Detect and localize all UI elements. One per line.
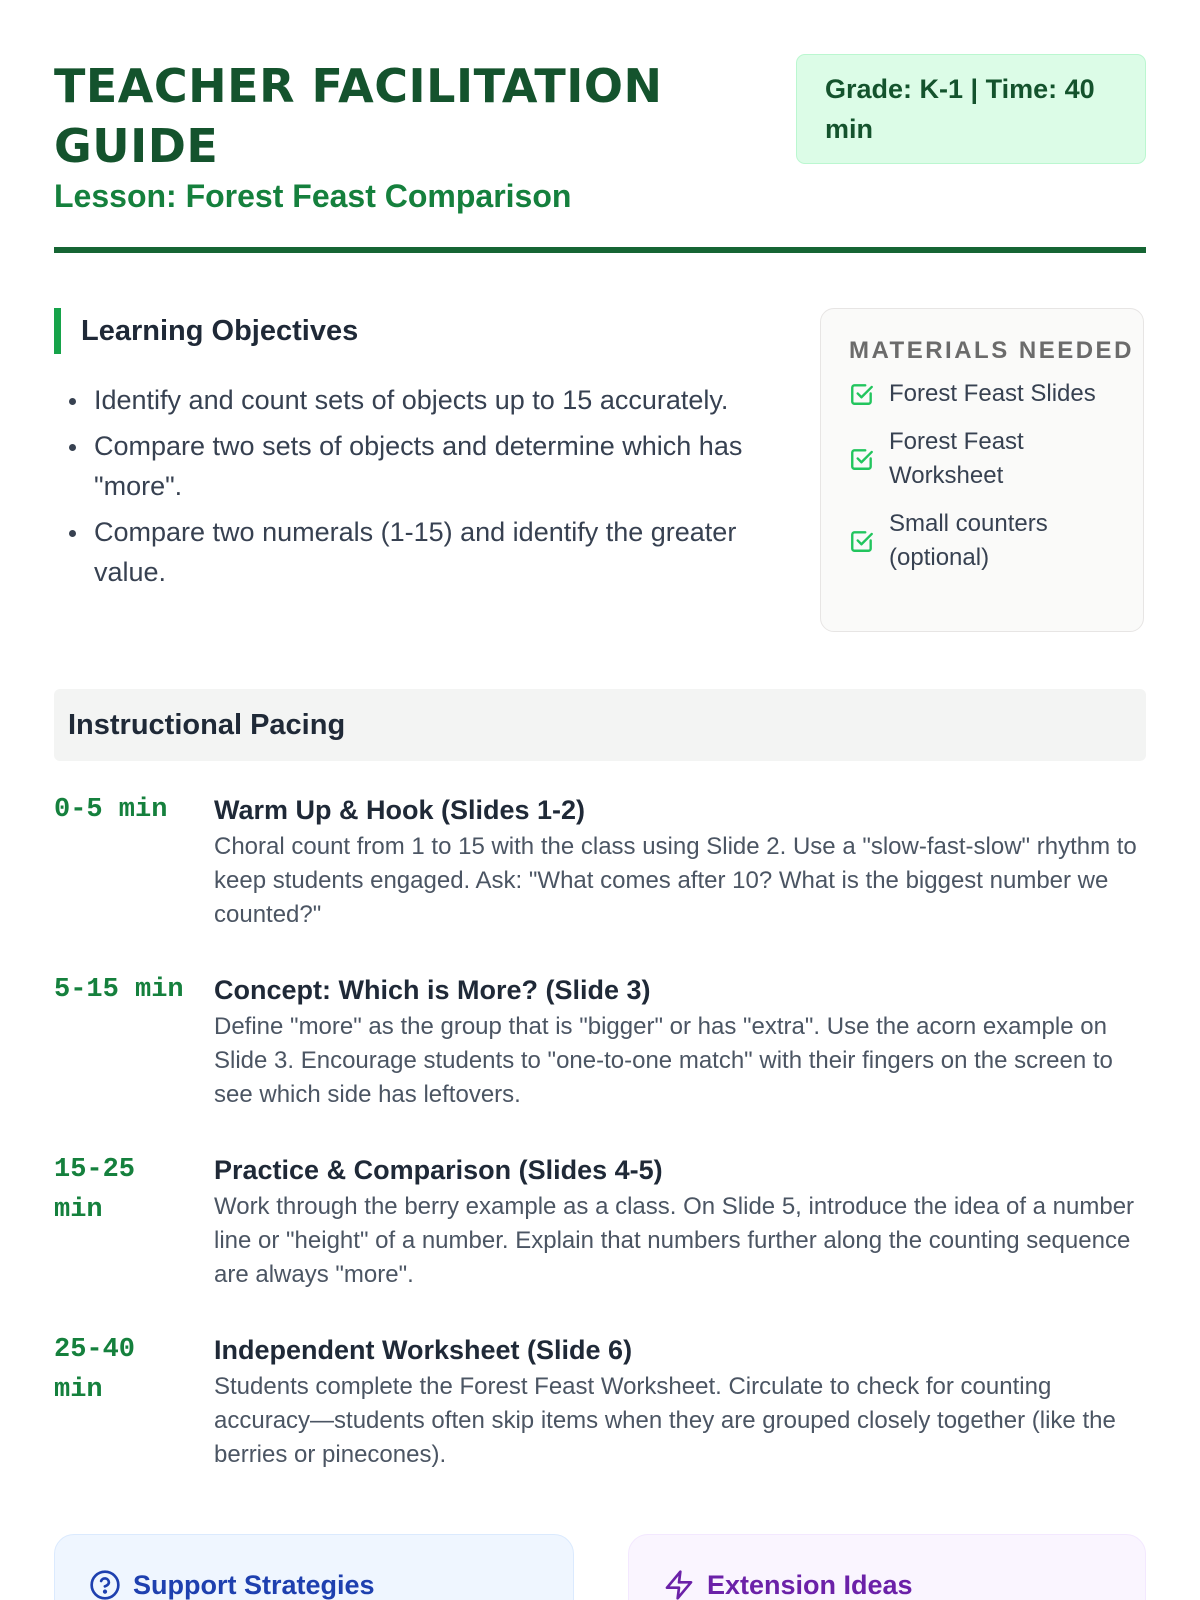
list-item: Compare two numerals (1-15) and identify the greater value. [94,512,754,592]
support-strategies-heading [89,1569,573,1600]
page-header [54,50,1146,255]
pacing-body [214,1150,1146,1292]
list-item: Identify and count sets of objects up to 15 accurately. [94,380,754,420]
document-title [54,56,734,176]
extension-ideas-title: Extension Ideas [707,1569,913,1600]
support-strategies-card [54,1534,574,1600]
pacing-body [214,1330,1146,1472]
list-item [849,425,1123,493]
header-divider [54,247,1146,253]
checkbox-icon [849,381,875,407]
pacing-activity-description: Choral count from 1 to 15 with the class using Slide 2. Use a "slow-fast-slow" rhythm to keep students engaged. Ask: "What comes after 10? What is the biggest number we counted?" [214,833,1137,928]
pacing-body [214,790,1146,932]
objectives-heading: Learning Objectives [54,308,754,354]
materials-heading: MATERIALS NEEDED [849,337,1134,364]
pacing-time: 0-5 min [54,795,168,825]
list-item [849,377,1123,411]
lightning-icon [663,1569,695,1600]
pacing-time: 15-25 min [54,1155,136,1225]
pacing-heading: Instructional Pacing [68,709,346,741]
checkbox-icon [849,528,875,554]
support-strategies-title: Support Strategies [133,1569,375,1600]
pacing-activity-title: Independent Worksheet (Slide 6) [214,1335,633,1365]
pacing-activity-description: Students complete the Forest Feast Worksheet. Circulate to check for counting accuracy—students often skip items when they are grouped closely together (like the berries or pinecones). [214,1373,1116,1468]
grade-time-badge: Grade: K-1 | Time: 40 min [796,54,1146,164]
list-item: Compare two sets of objects and determine which has "more". [94,426,754,506]
pacing-activity-description: Define "more" as the group that is "bigger" or has "extra". Use the acorn example on Slide 3. Encourage students to "one-to-one match" with their fingers on the screen to see which side has leftovers. [214,1013,1113,1108]
extension-ideas-heading [663,1569,1145,1600]
material-label: Forest Feast Slides [889,380,1096,407]
checkbox-icon [849,446,875,472]
title-line-1: TEACHER FACILITATION [54,59,663,113]
title-line-2: GUIDE [54,119,219,173]
lesson-title: Lesson: Forest Feast Comparison [54,178,572,214]
pacing-section-header [54,689,1146,761]
material-label: Forest Feast Worksheet [889,428,1024,489]
objectives-list [54,380,754,592]
pacing-time: 5-15 min [54,975,184,1005]
material-label: Small counters (optional) [889,510,1048,571]
pacing-activity-title: Concept: Which is More? (Slide 3) [214,975,651,1005]
pacing-activity-description: Work through the berry example as a class. On Slide 5, introduce the idea of a number line or "height" of a number. Explain that numbers further along the counting sequence are always "more". [214,1193,1135,1288]
pacing-activity-title: Warm Up & Hook (Slides 1-2) [214,795,586,825]
extension-ideas-card [628,1534,1146,1600]
pacing-activity-title: Practice & Comparison (Slides 4-5) [214,1155,663,1185]
materials-list [849,377,1123,575]
pacing-body [214,970,1146,1112]
help-circle-icon [89,1569,121,1600]
list-item [849,507,1123,575]
learning-objectives-section [54,308,754,598]
materials-card [820,308,1144,632]
pacing-time: 25-40 min [54,1335,136,1405]
